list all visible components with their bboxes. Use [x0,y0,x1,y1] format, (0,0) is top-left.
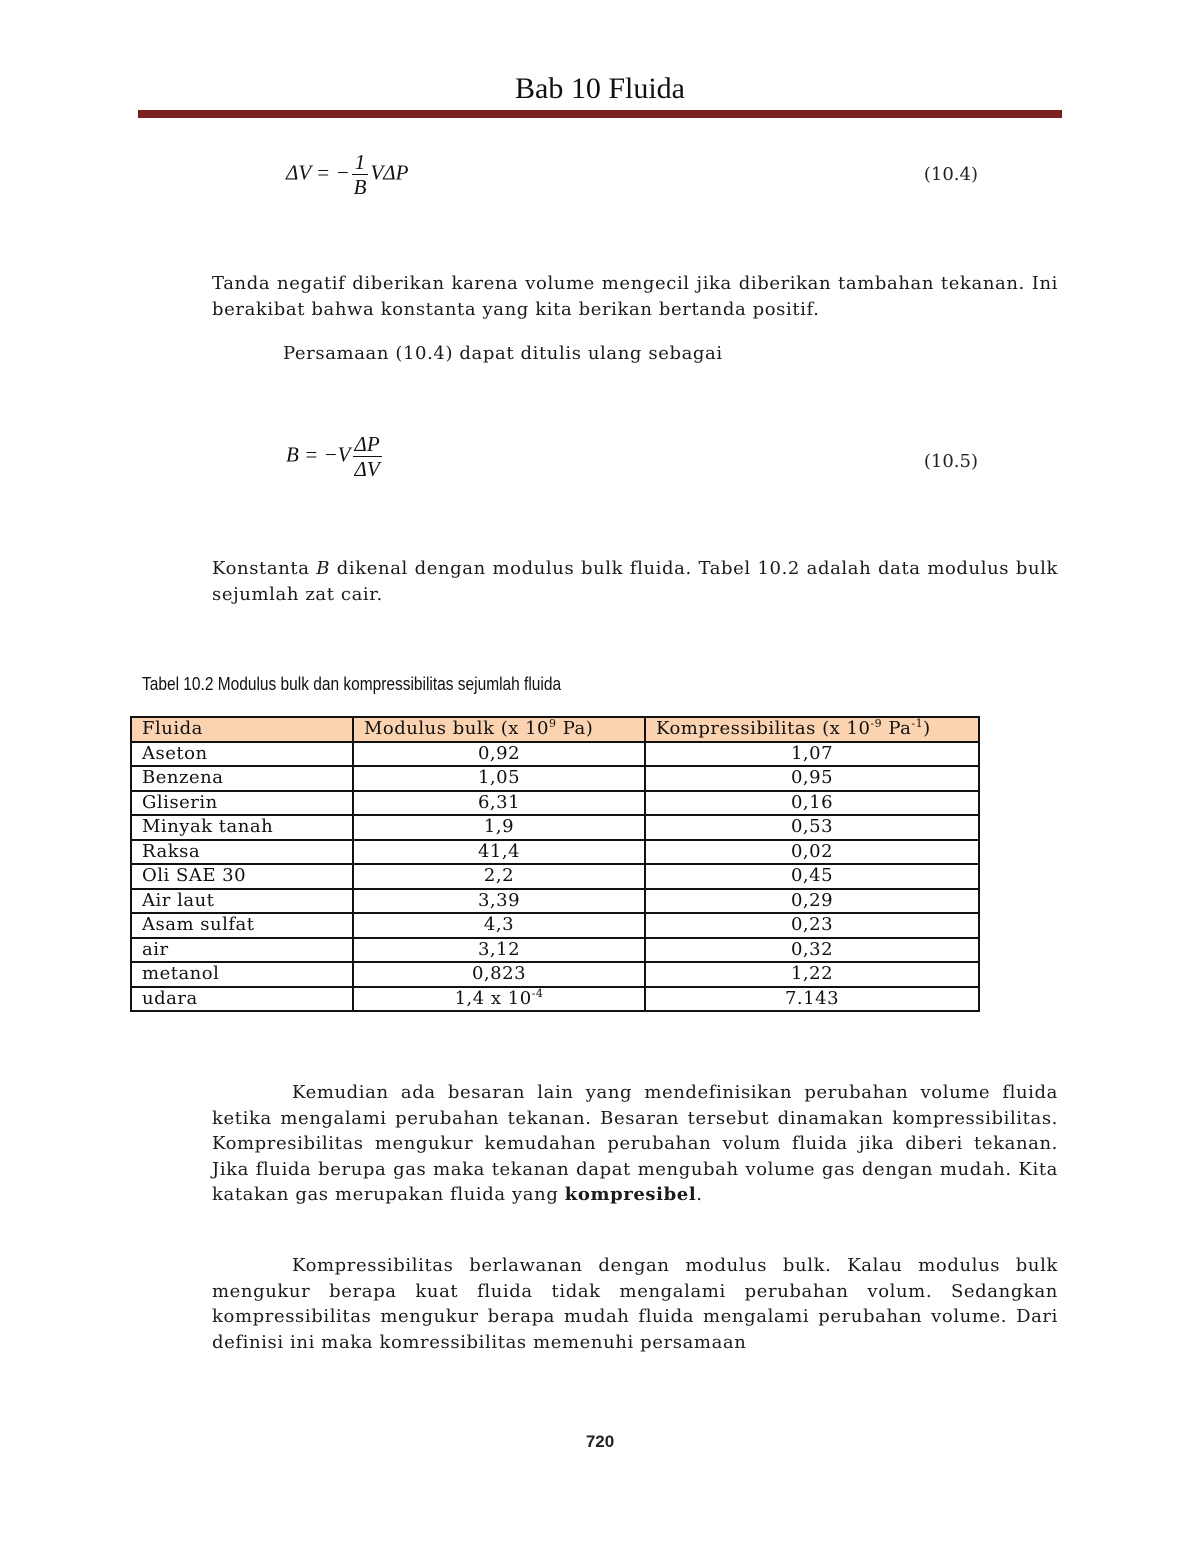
header-compressibility-suffix: ) [923,718,931,740]
cell-fluid: air [131,938,353,963]
table-row [131,815,979,840]
cell-fluid: Minyak tanah [131,815,353,840]
table-row [131,791,979,816]
cell-comp: 0,32 [645,938,979,963]
table-row [131,987,979,1012]
equation-10-4-lhs: ΔV = − [286,160,350,185]
paragraph-negative-sign: Tanda negatif diberikan karena volume mengecil jika diberikan tambahan tekanan. Ini berakibat bahwa konstanta yang kita berikan bertanda positif. [212,273,1058,320]
equation-10-4-fraction [352,150,369,199]
cell-bulk-mantissa: 1,4 x 10 [454,987,532,1009]
equation-number-10-5: (10.5) [923,451,978,472]
table-header-row [131,717,979,742]
table-row [131,938,979,963]
cell-comp: 0,02 [645,840,979,865]
table-row [131,742,979,767]
cell-comp: 0,16 [645,791,979,816]
cell-bulk: 0,92 [353,742,645,767]
cell-fluid: Raksa [131,840,353,865]
table-row [131,962,979,987]
cell-comp: 1,07 [645,742,979,767]
paragraph-compressibility-end: . [696,1184,703,1205]
cell-comp: 0,23 [645,913,979,938]
cell-comp: 1,22 [645,962,979,987]
cell-bulk: 0,823 [353,962,645,987]
cell-bulk: 3,12 [353,938,645,963]
paragraph-bulk-modulus-symbol: B [316,558,331,579]
table-row [131,766,979,791]
paragraph-compressibility [212,1080,1058,1208]
header-divider [138,110,1062,118]
header-compressibility-exponent: -9 [870,717,883,731]
cell-bulk: 1,9 [353,815,645,840]
chapter-header: Bab 10 Fluida [515,72,685,105]
table-row [131,864,979,889]
cell-fluid: udara [131,987,353,1012]
cell-fluid: Air laut [131,889,353,914]
header-bulk-modulus [353,717,645,742]
table-row [131,840,979,865]
page-number: 720 [585,1432,615,1451]
header-bulk-modulus-prefix: Modulus bulk (x 10 [364,718,549,740]
paragraph-rewrite: Persamaan (10.4) dapat ditulis ulang sebagai [283,343,723,364]
header-compressibility [645,717,979,742]
cell-fluid: Aseton [131,742,353,767]
equation-10-5-numerator: ΔP [354,432,380,456]
equation-10-5-fraction [353,432,382,481]
cell-comp: 0,95 [645,766,979,791]
table-caption: Tabel 10.2 Modulus bulk dan kompressibilitas sejumlah fluida [142,674,562,694]
equation-10-5-lhs: B = −V [286,442,351,467]
equation-10-4 [286,150,408,199]
paragraph-compressibility-vs-bulk: Kompressibilitas berlawanan dengan modulus bulk. Kalau modulus bulk mengukur berapa kuat fluida tidak mengalami perubahan volum. Sedangkan kompressibilitas mengukur berapa mudah fluida mengalami perubahan volume. Dari definisi ini maka komressibilitas memenuhi persamaan [212,1255,1058,1353]
table-row [131,913,979,938]
equation-number-10-4: (10.4) [923,164,978,185]
cell-comp: 7.143 [645,987,979,1012]
cell-bulk: 3,39 [353,889,645,914]
header-bulk-modulus-exponent: 9 [549,717,557,731]
cell-fluid: Benzena [131,766,353,791]
equation-10-5-denominator: ΔV [354,457,380,481]
bulk-modulus-table [130,716,980,1012]
equation-10-5 [286,432,384,481]
cell-comp: 0,53 [645,815,979,840]
header-bulk-modulus-suffix: Pa) [556,718,594,740]
equation-10-4-denominator: B [353,175,367,199]
paragraph-bulk-modulus [212,556,1058,607]
paragraph-compressibility-bold-term: kompresibel [564,1184,697,1205]
header-compressibility-prefix: Kompressibilitas (x 10 [656,718,871,740]
cell-fluid: Gliserin [131,791,353,816]
cell-bulk-exponent: -4 [531,986,544,1000]
paragraph-bulk-modulus-start: Konstanta [212,558,317,579]
paragraph-compressibility-text: Kemudian ada besaran lain yang mendefinisikan perubahan volume fluida ketika mengalami perubahan tekanan. Besaran tersebut dinamakan kompressibilitas. Kompresibilitas mengukur kemudahan perubahan volum fluida jika diberi tekanan. Jika fluida berupa gas maka tekanan dapat mengubah volume gas dengan mudah. Kita katakan gas merupakan fluida yang [212,1082,1058,1205]
equation-10-4-numerator: 1 [352,150,369,175]
cell-fluid: Asam sulfat [131,913,353,938]
cell-bulk [353,987,645,1012]
header-compressibility-unit-exponent: -1 [911,717,924,731]
cell-fluid: Oli SAE 30 [131,864,353,889]
header-compressibility-unit: Pa [882,718,912,740]
cell-comp: 0,29 [645,889,979,914]
cell-bulk: 4,3 [353,913,645,938]
cell-bulk: 2,2 [353,864,645,889]
equation-10-4-rhs: VΔP [370,160,409,185]
cell-bulk: 6,31 [353,791,645,816]
cell-bulk: 41,4 [353,840,645,865]
cell-fluid: metanol [131,962,353,987]
cell-bulk: 1,05 [353,766,645,791]
header-fluid: Fluida [131,717,353,742]
table-row [131,889,979,914]
paragraph-bulk-modulus-end: dikenal dengan modulus bulk fluida. Tabel 10.2 adalah data modulus bulk sejumlah zat cair. [212,558,1058,605]
cell-comp: 0,45 [645,864,979,889]
